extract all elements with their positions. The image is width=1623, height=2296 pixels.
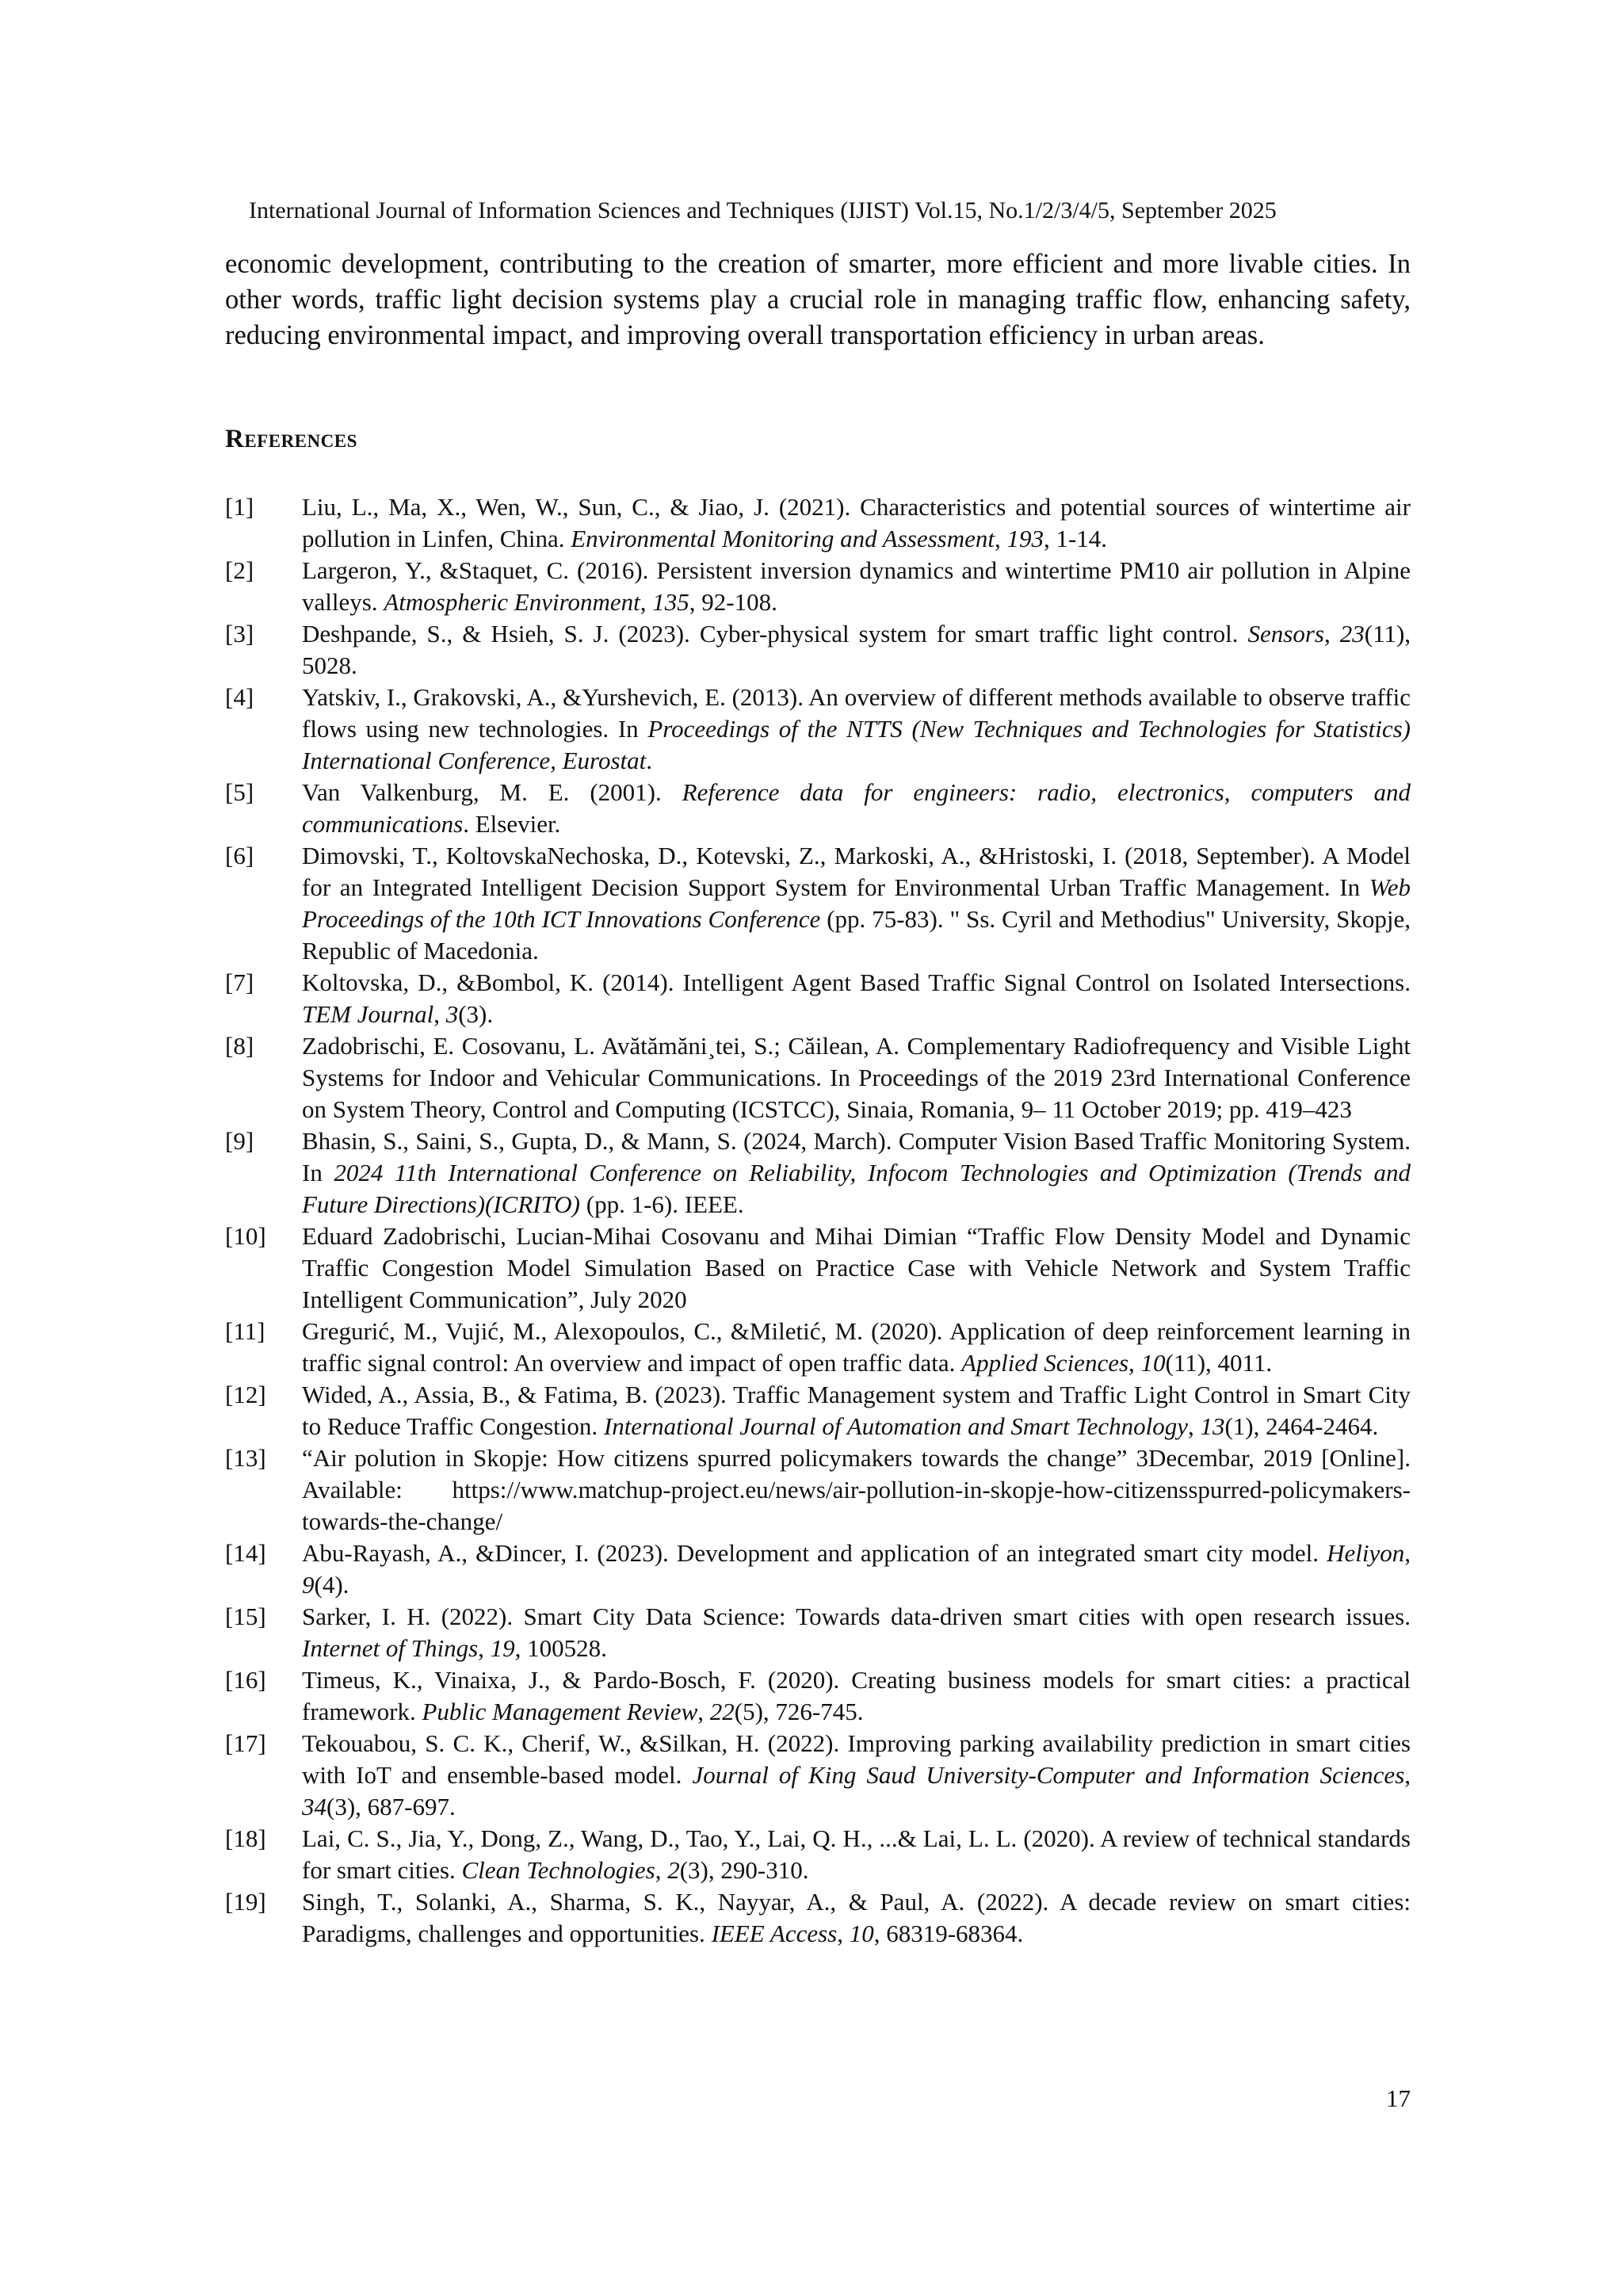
reference-segment: (11), 5028. xyxy=(302,620,1411,679)
reference-item xyxy=(225,1886,1411,1950)
reference-number: [6] xyxy=(225,842,254,869)
reference-italic-segment: Sensors xyxy=(1247,620,1324,648)
reference-italic-segment: 34 xyxy=(302,1793,327,1820)
reference-segment: (pp. 75-83). " Ss. Cyril and Methodius" University, Skopje, Republic of Macedonia. xyxy=(302,905,1411,965)
reference-segment: (1), 2464-2464. xyxy=(1224,1412,1379,1440)
reference-italic-segment: Heliyon xyxy=(1327,1539,1405,1567)
reference-text xyxy=(302,1316,1411,1379)
reference-segment: . Elsevier. xyxy=(463,810,561,838)
reference-segment: Sarker, I. H. (2022). Smart City Data Science: Towards data-driven smart cities with open research issues. xyxy=(302,1603,1411,1630)
reference-item xyxy=(225,491,1411,555)
reference-number: [8] xyxy=(225,1032,254,1060)
reference-segment: , xyxy=(1187,1412,1201,1440)
reference-number: [4] xyxy=(225,683,254,711)
reference-text xyxy=(302,777,1411,840)
reference-number: [9] xyxy=(225,1127,254,1155)
reference-segment: . xyxy=(646,747,652,774)
reference-italic-segment: 3 xyxy=(445,1000,459,1028)
reference-italic-segment: Environmental Monitoring and Assessment xyxy=(571,525,995,552)
reference-italic-segment: International Journal of Automation and Smart Technology xyxy=(603,1412,1188,1440)
reference-italic-segment: Journal of King Saud University-Computer and Information Sciences xyxy=(692,1761,1405,1789)
reference-text xyxy=(302,1125,1411,1221)
reference-segment: (3), 687-697. xyxy=(327,1793,456,1820)
reference-number: [18] xyxy=(225,1824,266,1852)
reference-italic-segment: IEEE Access xyxy=(711,1920,838,1947)
reference-item xyxy=(225,1030,1411,1125)
reference-italic-segment: 19 xyxy=(490,1634,515,1662)
intro-paragraph: economic development, contributing to the creation of smarter, more efficient and more livable cities. In other words, traffic light decision systems play a crucial role in managing traffic flow, enhancing safety, reducing environmental impact, and improving overall transportation efficiency in urban areas. xyxy=(225,249,1411,350)
reference-number: [1] xyxy=(225,493,254,521)
reference-italic-segment: 135 xyxy=(652,588,689,616)
reference-italic-segment: 10 xyxy=(1140,1349,1166,1377)
reference-segment: Bhasin, S., Saini, S., Gupta, D., & Mann, S. (2024, March). Computer Vision Based Traffic Monitoring System. In xyxy=(302,1127,1411,1186)
reference-segment: Koltovska, D., &Bombol, K. (2014). Intelligent Agent Based Traffic Signal Control on Isolated Intersections. xyxy=(302,968,1411,996)
reference-segment: (5), 726-745. xyxy=(734,1698,864,1725)
reference-text xyxy=(302,1823,1411,1886)
reference-number: [10] xyxy=(225,1222,266,1250)
reference-number: [7] xyxy=(225,968,254,996)
reference-segment: (4). xyxy=(314,1571,349,1599)
reference-text xyxy=(302,840,1411,967)
reference-text xyxy=(302,1442,1411,1538)
reference-segment: (pp. 1-6). IEEE. xyxy=(580,1190,744,1218)
reference-text xyxy=(302,618,1411,682)
reference-item xyxy=(225,1221,1411,1316)
reference-segment: , xyxy=(1404,1539,1411,1567)
reference-segment: Yatskiv, I., Grakovski, A., &Yurshevich, E. (2013). An overview of different methods available to observe traffic flows using new technologies. In xyxy=(302,683,1411,743)
reference-text xyxy=(302,1601,1411,1664)
reference-segment: , xyxy=(640,588,653,616)
reference-segment: Timeus, K., Vinaixa, J., & Pardo-Bosch, F. (2020). Creating business models for smart cities: a practical framework. xyxy=(302,1666,1411,1725)
reference-segment: Van Valkenburg, M. E. (2001). xyxy=(302,778,682,806)
reference-number: [12] xyxy=(225,1381,266,1408)
reference-number: [2] xyxy=(225,556,254,584)
reference-segment: Wided, A., Assia, B., & Fatima, B. (2023). Traffic Management system and Traffic Light Control in Smart City to Reduce Traffic Congestion. xyxy=(302,1381,1411,1440)
reference-item xyxy=(225,1442,1411,1538)
reference-item xyxy=(225,1125,1411,1221)
reference-segment: Largeron, Y., &Staquet, C. (2016). Persistent inversion dynamics and wintertime PM10 air pollution in Alpine valleys. xyxy=(302,556,1411,616)
references-heading: References xyxy=(225,425,357,453)
reference-item xyxy=(225,1728,1411,1823)
reference-italic-segment: Reference data for engineers: radio, electronics, computers and communications xyxy=(302,778,1411,838)
reference-number: [13] xyxy=(225,1444,266,1472)
reference-segment: , 68319-68364. xyxy=(873,1920,1024,1947)
reference-segment: Zadobrischi, E. Cosovanu, L. Avătămăni¸tei, S.; Căilean, A. Complementary Radiofrequency and Visible Light Systems for Indoor and Vehicular Communications. In Proceedings of the 2019 23rd International Conference on System Theory, Control and Computing (ICSTCC), Sinaia, Romania, 9– 11 October 2019; pp. 419–423 xyxy=(302,1032,1411,1123)
reference-text xyxy=(302,682,1411,777)
reference-italic-segment: 10 xyxy=(849,1920,874,1947)
reference-item xyxy=(225,1379,1411,1442)
reference-number: [19] xyxy=(225,1888,266,1916)
reference-text xyxy=(302,1030,1411,1125)
reference-italic-segment: Public Management Review xyxy=(422,1698,698,1725)
reference-text xyxy=(302,491,1411,555)
reference-segment: Singh, T., Solanki, A., Sharma, S. K., Nayyar, A., & Paul, A. (2022). A decade review on smart cities: Paradigms, challenges and opportunities. xyxy=(302,1888,1411,1947)
reference-text xyxy=(302,1664,1411,1728)
reference-segment: (3), 290-310. xyxy=(679,1856,809,1884)
reference-text xyxy=(302,555,1411,618)
reference-segment: (11), 4011. xyxy=(1165,1349,1273,1377)
reference-segment: Abu-Rayash, A., &Dincer, I. (2023). Development and application of an integrated smart city model. xyxy=(302,1539,1327,1567)
reference-segment: “Air polution in Skopje: How citizens spurred policymakers towards the change” 3Decembar, 2019 [Online]. Available: https://www.matchup-project.eu/news/air-pollution-in-skopje-how-citizensspurred-policymakers-towards-the-change/ xyxy=(302,1444,1411,1535)
reference-italic-segment: 23 xyxy=(1339,620,1365,648)
reference-item xyxy=(225,1664,1411,1728)
reference-italic-segment: 22 xyxy=(709,1698,735,1725)
reference-item xyxy=(225,682,1411,777)
reference-segment: , 92-108. xyxy=(689,588,777,616)
references-list xyxy=(225,491,1411,1950)
page-number: 17 xyxy=(1386,2084,1411,2112)
reference-italic-segment: 13 xyxy=(1200,1412,1225,1440)
reference-number: [15] xyxy=(225,1603,266,1630)
reference-segment: , xyxy=(1128,1349,1141,1377)
reference-segment: , xyxy=(837,1920,850,1947)
reference-segment: , xyxy=(1323,620,1340,648)
reference-number: [16] xyxy=(225,1666,266,1694)
reference-segment: Tekouabou, S. C. K., Cherif, W., &Silkan, H. (2022). Improving parking availability prediction in smart cities with IoT and ensemble-based model. xyxy=(302,1729,1411,1789)
reference-segment: , xyxy=(433,1000,446,1028)
reference-italic-segment: 9 xyxy=(302,1571,315,1599)
reference-italic-segment: TEM Journal xyxy=(302,1000,434,1028)
reference-segment: , xyxy=(994,525,1007,552)
reference-item xyxy=(225,1823,1411,1886)
reference-italic-segment: Atmospheric Environment xyxy=(384,588,640,616)
reference-item xyxy=(225,1601,1411,1664)
reference-segment: Eduard Zadobrischi, Lucian-Mihai Cosovanu and Mihai Dimian “Traffic Flow Density Model and Dynamic Traffic Congestion Model Simulation Based on Practice Case with Vehicle Network and System Traffic Intelligent Communication”, July 2020 xyxy=(302,1222,1411,1313)
reference-italic-segment: 2024 11th International Conference on Reliability, Infocom Technologies and Optimization (Trends and Future Directions)(ICRITO) xyxy=(302,1159,1411,1218)
reference-number: [17] xyxy=(225,1729,266,1757)
reference-italic-segment: Proceedings of the NTTS (New Techniques and Technologies for Statistics) International Conference, Eurostat xyxy=(302,715,1411,774)
reference-italic-segment: Internet of Things xyxy=(302,1634,479,1662)
reference-segment: , xyxy=(655,1856,668,1884)
reference-item xyxy=(225,1538,1411,1601)
reference-item xyxy=(225,618,1411,682)
reference-segment: Liu, L., Ma, X., Wen, W., Sun, C., & Jiao, J. (2021). Characteristics and potential sources of wintertime air pollution in Linfen, China. xyxy=(302,493,1411,552)
reference-italic-segment: Applied Sciences xyxy=(961,1349,1129,1377)
reference-italic-segment: 2 xyxy=(667,1856,680,1884)
reference-italic-segment: 193 xyxy=(1006,525,1044,552)
reference-segment: Gregurić, M., Vujić, M., Alexopoulos, C., &Miletić, M. (2020). Application of deep reinforcement learning in traffic signal control: An overview and impact of open traffic data. xyxy=(302,1317,1411,1377)
running-header: International Journal of Information Sciences and Techniques (IJIST) Vol.15, No.1/2/3/4/5, September 2025 xyxy=(249,197,1277,223)
reference-text xyxy=(302,1379,1411,1442)
reference-text xyxy=(302,1886,1411,1950)
reference-segment: , 1-14. xyxy=(1043,525,1108,552)
reference-segment: Deshpande, S., & Hsieh, S. J. (2023). Cyber-physical system for smart traffic light control. xyxy=(302,620,1248,648)
reference-number: [11] xyxy=(225,1317,265,1345)
reference-segment: , xyxy=(1404,1761,1411,1789)
reference-segment: , 100528. xyxy=(514,1634,607,1662)
reference-text xyxy=(302,1221,1411,1316)
reference-item xyxy=(225,1316,1411,1379)
reference-segment: , xyxy=(697,1698,710,1725)
reference-segment: , xyxy=(478,1634,491,1662)
reference-item xyxy=(225,777,1411,840)
reference-item xyxy=(225,840,1411,967)
reference-number: [14] xyxy=(225,1539,266,1567)
reference-segment: Lai, C. S., Jia, Y., Dong, Z., Wang, D., Tao, Y., Lai, Q. H., ...& Lai, L. L. (2020). A review of technical standards for smart cities. xyxy=(302,1824,1411,1884)
reference-segment: Dimovski, T., KoltovskaNechoska, D., Kotevski, Z., Markoski, A., &Hristoski, I. (2018, September). A Model for an Integrated Intelligent Decision Support System for Environmental Urban Traffic Management. In xyxy=(302,842,1411,901)
reference-italic-segment: Clean Technologies xyxy=(461,1856,655,1884)
reference-item xyxy=(225,555,1411,618)
reference-number: [3] xyxy=(225,620,254,648)
reference-text xyxy=(302,967,1411,1030)
reference-segment: (3). xyxy=(458,1000,494,1028)
reference-text xyxy=(302,1728,1411,1823)
reference-italic-segment: Web Proceedings of the 10th ICT Innovations Conference xyxy=(302,873,1411,933)
reference-item xyxy=(225,967,1411,1030)
reference-number: [5] xyxy=(225,778,254,806)
reference-text xyxy=(302,1538,1411,1601)
